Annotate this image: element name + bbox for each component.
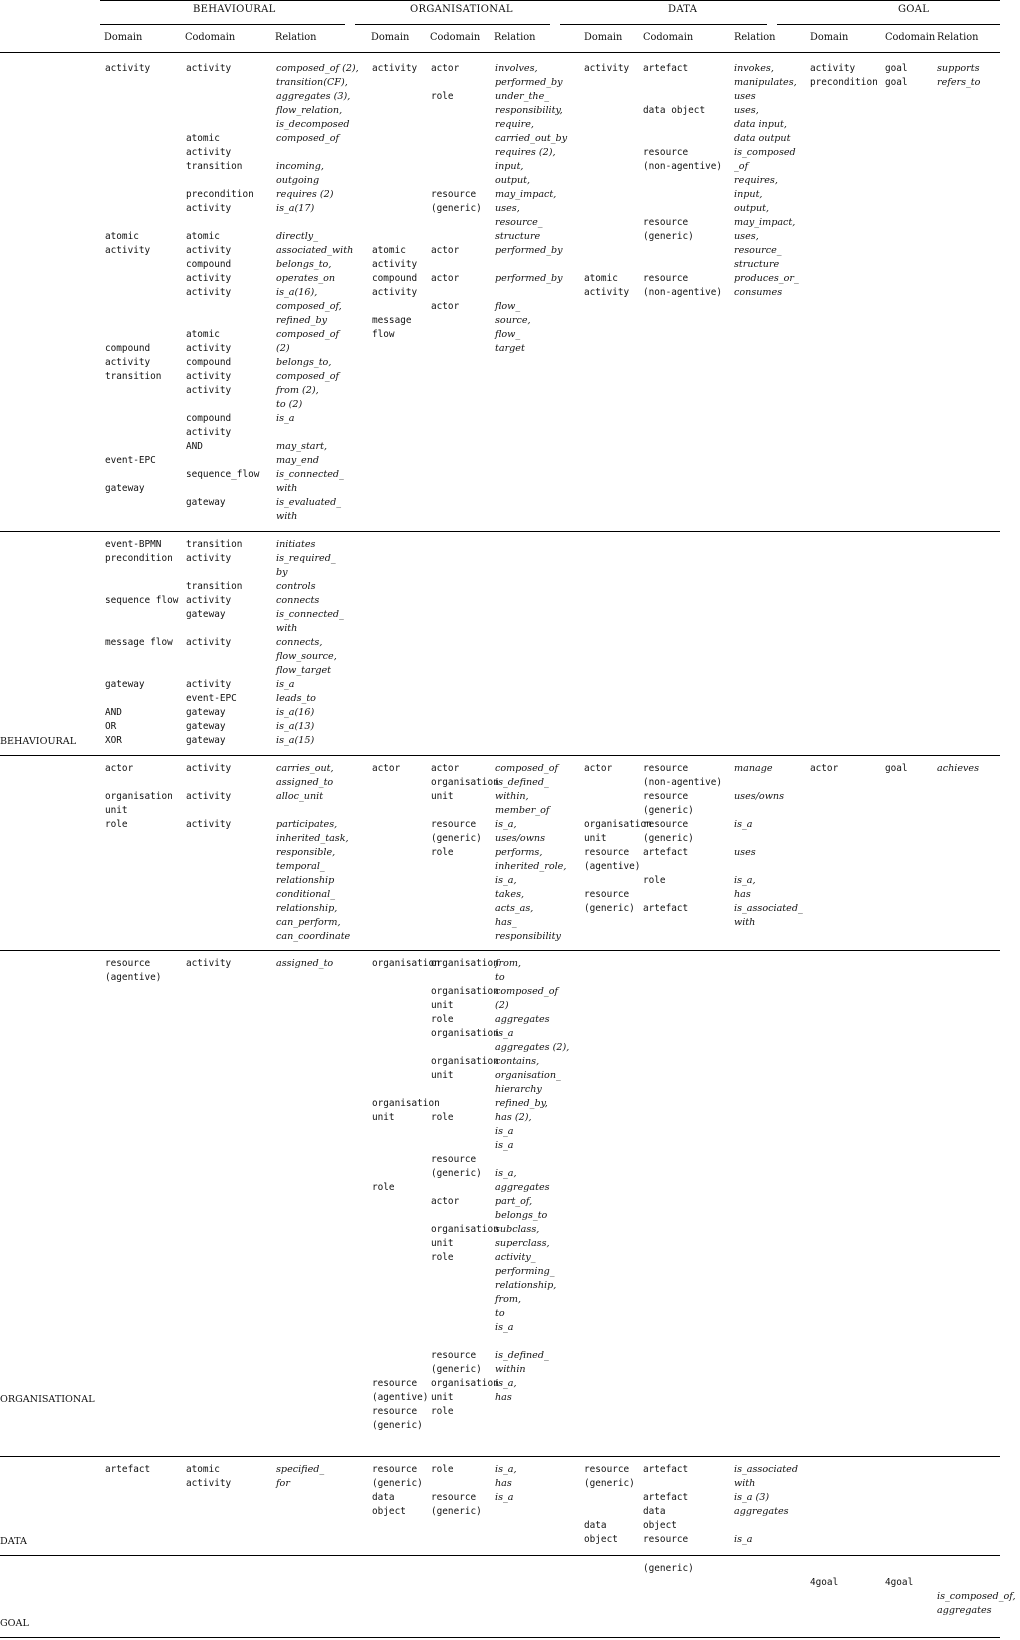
data-relation-cell: is_associated with is_a (3) aggregates is_a: [734, 1464, 798, 1545]
col-header-domain: Domain: [584, 32, 623, 43]
group-header-behavioural: BEHAVIOURAL: [193, 4, 276, 15]
goal-relation-cell: is_composed_of, aggregates: [937, 1591, 1016, 1616]
goal-relation-cell: supports refers_to: [937, 63, 981, 88]
behavioural-domain-cell: activity atomic activity compound activity transition event-EPC gateway: [105, 63, 162, 494]
section-rule: [0, 755, 1000, 756]
behavioural-relation-cell: initiates is_required_ by controls connects is_connected_ with connects, flow_source, flow_target is_a leads_to is_a(16) is_a(13) is_a(15): [276, 539, 344, 746]
behavioural-domain-cell: resource (agentive): [105, 958, 162, 983]
data-domain-cell: actor organisation unit resource (agentive) resource (generic): [584, 763, 652, 914]
group-header-organisational: ORGANISATIONAL: [410, 4, 513, 15]
data-codomain-cell: resource (non-agentive) resource (generic) resource (generic) artefact role artefact: [643, 763, 723, 914]
behavioural-domain-cell: artefact: [105, 1464, 151, 1475]
organisational-relation-cell: composed_of is_defined_ within, member_of is_a, uses/owns performs, inherited_role, is_a, takes, acts_as, has_ responsibility: [495, 763, 567, 942]
organisational-relation-cell: is_a, has is_a: [495, 1464, 517, 1503]
section-rule: [0, 531, 1000, 532]
group-rule-data: [560, 24, 767, 25]
data-relation-cell: invokes, manipulates, uses uses, data input, data output is_composed _of requires, input, output, may_impact, uses, resource_ structure produces_or_ consumes: [734, 63, 799, 298]
col-header-codomain: Codomain: [643, 32, 694, 43]
section-rule: [0, 1555, 1000, 1556]
behavioural-codomain-cell: activity atomic activity transition precondition activity atomic activity compound activity activity atomic activity compound activity activity compound activity AND sequence_flow gateway: [186, 63, 260, 508]
behavioural-relation-cell: assigned_to: [276, 958, 334, 969]
goal-codomain-cell: goal goal: [885, 63, 908, 88]
goal-codomain-cell: 4goal: [885, 1577, 914, 1588]
behavioural-relation-cell: carries_out, assigned_to alloc_unit participates, inherited_task, responsible, temporal_ relationship conditional_ relationship, can_perform, can_coordinate: [276, 763, 351, 942]
organisational-domain-cell: organisation organisation unit role resource (agentive) resource (generic): [372, 958, 440, 1431]
behavioural-codomain-cell: transition activity transition activity gateway activity activity event-EPC gateway gateway gateway: [186, 539, 243, 746]
behavioural-relation-cell: specified_ for: [276, 1464, 325, 1489]
data-codomain-cell: artefact artefact data object resource: [643, 1464, 689, 1545]
organisational-domain-cell: actor: [372, 763, 401, 774]
group-rule-organisational: [355, 24, 550, 25]
table-top-rule: [100, 0, 1000, 1]
group-header-data: DATA: [668, 4, 698, 15]
data-codomain-cell: (generic): [643, 1563, 694, 1574]
goal-relation-cell: achieves: [937, 763, 980, 774]
organisational-codomain-cell: actor role resource (generic) actor actor actor: [431, 63, 482, 312]
group-rule-goal: [777, 24, 1000, 25]
col-header-relation: Relation: [734, 32, 776, 43]
goal-domain-cell: activity precondition: [810, 63, 878, 88]
goal-codomain-cell: goal: [885, 763, 908, 774]
organisational-domain-cell: resource (generic) data object: [372, 1464, 423, 1517]
organisational-codomain-cell: organisation organisation unit role organisation organisation unit role resource (generic) actor organisation unit role resource (generic) organisation unit role: [431, 958, 499, 1417]
behavioural-relation-cell: composed_of (2), transition(CF), aggregates (3), flow_relation, is_decomposed composed_of incoming, outgoing requires (2) is_a(17) directly_ associated_with belongs_to, operates_on is_a(16), composed_of, refined_by composed_of (2) belongs_to, composed_of from (2), to (2) is_a may_start, may_end is_connected_ with is_evaluated_ with: [276, 63, 359, 522]
table-bottom-rule: [0, 1637, 1000, 1638]
col-header-codomain: Codomain: [885, 32, 936, 43]
behavioural-codomain-cell: atomic activity: [186, 1464, 232, 1489]
behavioural-codomain-cell: activity activity activity: [186, 763, 232, 830]
data-domain-cell: resource (generic) data object: [584, 1464, 635, 1545]
row-label-data: DATA: [0, 1536, 27, 1547]
row-label-goal: GOAL: [0, 1618, 29, 1629]
col-header-relation: Relation: [494, 32, 536, 43]
organisational-codomain-cell: actor organisation unit resource (generic) role: [431, 763, 499, 858]
col-header-domain: Domain: [371, 32, 410, 43]
col-header-domain: Domain: [810, 32, 849, 43]
section-rule: [0, 1456, 1000, 1457]
col-header-codomain: Codomain: [185, 32, 236, 43]
behavioural-domain-cell: actor organisation unit role: [105, 763, 173, 830]
goal-domain-cell: 4goal: [810, 1577, 839, 1588]
group-rule-behavioural: [100, 24, 345, 25]
behavioural-codomain-cell: activity: [186, 958, 232, 969]
goal-domain-cell: actor: [810, 763, 839, 774]
group-header-goal: GOAL: [898, 4, 930, 15]
col-header-domain: Domain: [104, 32, 143, 43]
row-label-organisational: ORGANISATIONAL: [0, 1394, 95, 1405]
organisational-relation-cell: from, to composed_of (2) aggregates is_a aggregates (2), contains, organisation_ hierarchy refined_by, has (2), is_a is_a is_a, aggregates part_of, belongs_to subclass, superclass, activity_ performing_ relationship, from, to is_a is_defined_ within is_a, has: [495, 958, 570, 1403]
row-label-behavioural: BEHAVIOURAL: [0, 736, 77, 747]
data-domain-cell: activity atomic activity: [584, 63, 630, 298]
behavioural-domain-cell: event-BPMN precondition sequence flow message flow gateway AND OR XOR: [105, 539, 179, 746]
col-header-codomain: Codomain: [430, 32, 481, 43]
organisational-domain-cell: activity atomic activity compound activity message flow: [372, 63, 418, 340]
header-bottom-rule: [0, 52, 1000, 53]
col-header-relation: Relation: [937, 32, 979, 43]
organisational-relation-cell: involves, performed_by under_the_ responsibility, require, carried_out_by requires (2), input, output, may_impact, uses, resource_ structure performed_by performed_by flow_ source, flow_ target: [495, 63, 568, 354]
section-rule: [0, 950, 1000, 951]
organisational-codomain-cell: role resource (generic): [431, 1464, 482, 1517]
col-header-relation: Relation: [275, 32, 317, 43]
data-relation-cell: manage uses/owns is_a uses is_a, has is_associated_ with: [734, 763, 803, 928]
data-codomain-cell: artefact data object resource (non-agentive) resource (generic) resource (non-agentive): [643, 63, 723, 298]
